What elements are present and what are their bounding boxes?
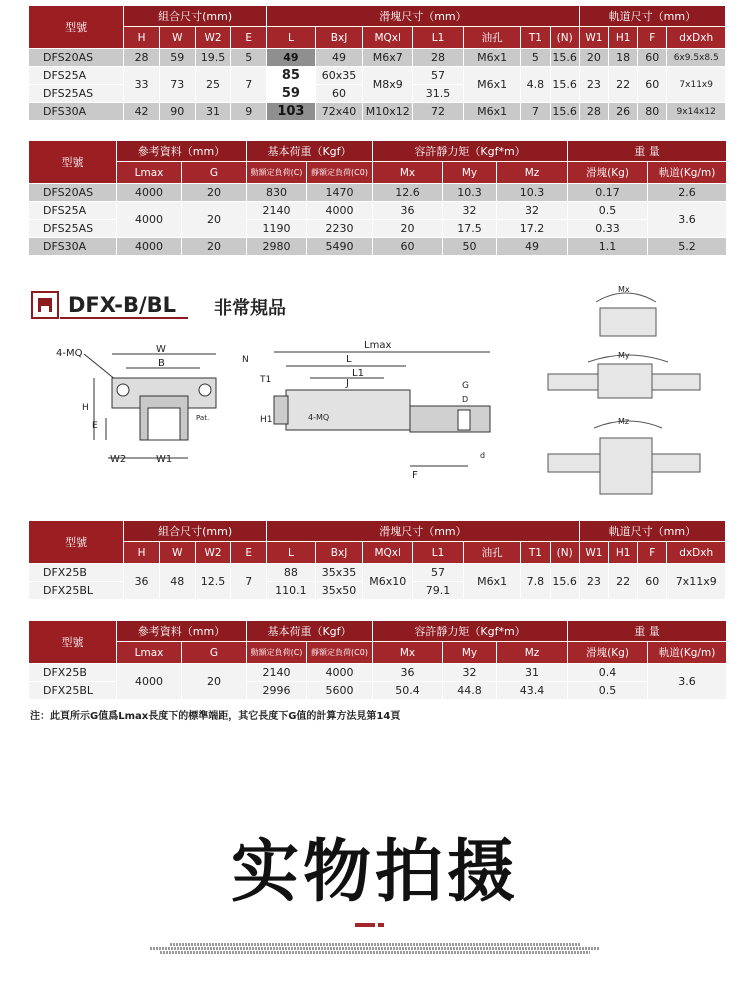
col-header: W1	[579, 27, 608, 49]
svg-text:My: My	[618, 351, 630, 360]
svg-text:J: J	[346, 378, 349, 389]
col-header: W	[159, 27, 195, 49]
spec-table-dfs-dimensions	[28, 5, 726, 121]
table-row: DFX25B 36 48 12.5 7 88 35x35 M6x10 57 M6x1 7.8 15.6 23 22 60 7x11x9	[29, 564, 726, 582]
table-row: DFS25AS 59 60 31.5	[29, 85, 726, 103]
col-header: 軌道(Kg/m)	[648, 642, 727, 664]
table-row: DFS20AS 4000 20 830 1470 12.6 10.3 10.3 0.17 2.6	[29, 184, 727, 202]
table-row: DFS25A 4000 20 2140 4000 36 32 32 0.5 3.6	[29, 202, 727, 220]
group-rail-header: 軌道尺寸（mm）	[579, 6, 725, 27]
col-header: L	[267, 542, 316, 564]
svg-text:L: L	[346, 354, 352, 365]
col-header: Mz	[497, 162, 568, 184]
group-rail-header: 軌道尺寸（mm）	[579, 521, 725, 542]
col-header: 油孔	[463, 542, 520, 564]
svg-text:G: G	[462, 381, 469, 391]
table-row: DFS30A 42 90 31 9 103 72x40 M10x12 72 M6x1 7 15.6 28 26 80 9x14x12	[29, 103, 726, 121]
table-row: DFS30A 4000 20 2980 5490 60 50 49 1.1 5.2	[29, 238, 727, 256]
svg-text:W2: W2	[110, 454, 127, 465]
section-title: DFX-B/BL	[68, 293, 177, 317]
col-header: 靜額定負荷(C0)	[307, 642, 373, 664]
group-ref-header: 參考資料（mm）	[117, 621, 247, 642]
col-header: My	[443, 642, 497, 664]
col-header: Mx	[373, 642, 443, 664]
table-row: DFX25B 4000 20 2140 4000 36 32 31 0.4 3.6	[29, 664, 727, 682]
spec-table-dfs-loads	[28, 140, 727, 256]
group-weight-header: 重 量	[568, 141, 727, 162]
col-header: E	[231, 542, 267, 564]
col-header: G	[182, 162, 247, 184]
svg-text:B: B	[158, 358, 165, 369]
spec-table-dfx-dimensions	[28, 520, 726, 600]
svg-text:4-MQ: 4-MQ	[308, 413, 330, 422]
group-block-header: 滑塊尺寸（mm）	[267, 521, 580, 542]
col-header: W	[159, 542, 195, 564]
col-header: BxJ	[315, 542, 363, 564]
accent-bar	[355, 923, 375, 927]
svg-text:N: N	[242, 355, 249, 365]
table-row: DFX25BL 110.1 35x50 79.1	[29, 582, 726, 600]
model-header: 型號	[29, 141, 117, 184]
svg-text:W1: W1	[156, 454, 173, 465]
model-header: 型號	[29, 6, 124, 49]
group-ref-header: 參考資料（mm）	[117, 141, 247, 162]
spec-table-dfx-loads	[28, 620, 727, 700]
col-header: T1	[521, 27, 550, 49]
svg-text:Pat.: Pat.	[196, 414, 210, 422]
dfx-technical-drawing	[28, 278, 726, 508]
col-header: (N)	[550, 27, 579, 49]
col-header: L1	[413, 542, 464, 564]
model-header: 型號	[29, 621, 117, 664]
banner-heading: 实物拍摄	[230, 833, 519, 912]
col-header: 滑塊(Kg)	[568, 162, 648, 184]
group-torque-header: 容許靜力矩（Kgf*m）	[373, 141, 568, 162]
col-header: dxDxh	[667, 27, 726, 49]
col-header: 滑塊(Kg)	[568, 642, 648, 664]
table-row: DFX25BL 2996 5600 50.4 44.8 43.4 0.5	[29, 682, 727, 700]
col-header: G	[182, 642, 247, 664]
col-header: L1	[413, 27, 464, 49]
table-row: DFS25A 33 73 25 7 85 60x35 M8x9 57 M6x1 4.8 15.6 23 22 60 7x11x9	[29, 67, 726, 85]
svg-text:d: d	[480, 451, 486, 460]
accent-bar-dot	[378, 923, 384, 927]
col-header: My	[443, 162, 497, 184]
svg-text:T1: T1	[260, 375, 272, 385]
col-header: MQxl	[363, 542, 413, 564]
svg-text:Lmax: Lmax	[364, 340, 392, 351]
section-subtitle: 非常規品	[214, 298, 286, 319]
svg-text:W: W	[156, 344, 166, 355]
col-header: F	[638, 542, 667, 564]
group-load-header: 基本荷重（Kgf）	[247, 141, 373, 162]
svg-text:H1: H1	[260, 415, 273, 425]
table-row: DFS20AS 28 59 19.5 5 49 49 M6x7 28 M6x1 5 15.6 20 18 60 6x9.5x8.5	[29, 49, 726, 67]
moment-pictograms	[548, 285, 700, 494]
side-view	[242, 340, 490, 481]
col-header: Mx	[373, 162, 443, 184]
col-header: F	[638, 27, 667, 49]
col-header: W1	[579, 542, 608, 564]
group-weight-header: 重 量	[568, 621, 727, 642]
col-header: 動額定負荷(C)	[247, 162, 307, 184]
col-header: Lmax	[117, 162, 182, 184]
col-header: 軌道(Kg/m)	[648, 162, 727, 184]
col-header: dxDxh	[667, 542, 726, 564]
col-header: BxJ	[315, 27, 363, 49]
col-header: H	[124, 542, 160, 564]
front-view	[56, 344, 216, 465]
col-header: MQxl	[363, 27, 413, 49]
col-header: H1	[609, 542, 638, 564]
group-combo-header: 組合尺寸(mm)	[124, 6, 267, 27]
svg-text:F: F	[412, 470, 418, 481]
svg-text:D: D	[462, 395, 469, 404]
col-header: E	[231, 27, 267, 49]
svg-text:Mx: Mx	[618, 285, 630, 294]
dfx-logo-icon	[32, 292, 58, 318]
group-torque-header: 容許靜力矩（Kgf*m）	[373, 621, 568, 642]
svg-text:L1: L1	[352, 368, 364, 379]
group-block-header: 滑塊尺寸（mm）	[267, 6, 580, 27]
col-header: H1	[609, 27, 638, 49]
col-header: Mz	[497, 642, 568, 664]
group-load-header: 基本荷重（Kgf）	[247, 621, 373, 642]
col-header: L	[267, 27, 316, 49]
table-row: DFS25AS 1190 2230 20 17.5 17.2 0.33	[29, 220, 727, 238]
svg-text:H: H	[82, 403, 89, 413]
svg-text:4-MQ: 4-MQ	[56, 348, 83, 359]
fine-print-decoration	[150, 942, 600, 955]
footnote: 注：此頁所示G值爲Lmax長度下的標準端距，其它長度下G值的計算方法見第14頁	[30, 711, 401, 722]
col-header: H	[124, 27, 160, 49]
model-header: 型號	[29, 521, 124, 564]
svg-text:E: E	[92, 421, 98, 431]
svg-text:Mz: Mz	[618, 417, 630, 426]
col-header: T1	[521, 542, 550, 564]
col-header: 油孔	[463, 27, 520, 49]
col-header: Lmax	[117, 642, 182, 664]
group-combo-header: 組合尺寸(mm)	[124, 521, 267, 542]
col-header: W2	[195, 542, 231, 564]
col-header: W2	[195, 27, 231, 49]
col-header: (N)	[550, 542, 579, 564]
col-header: 靜額定負荷(C0)	[307, 162, 373, 184]
col-header: 動額定負荷(C)	[247, 642, 307, 664]
